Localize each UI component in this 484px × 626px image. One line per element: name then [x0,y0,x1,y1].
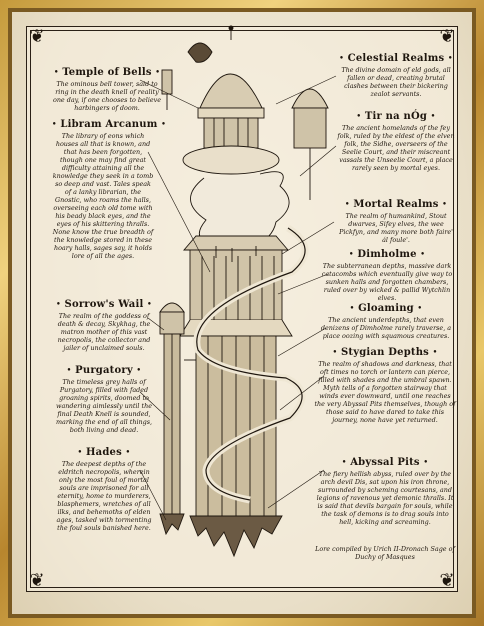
entry-abyssal-pits [314,456,456,526]
entry-title-text: Abyssal Pits [350,457,420,468]
bullet-icon: • [161,119,166,128]
bullet-icon: • [147,299,152,308]
bullet-icon: • [136,365,142,374]
entry-stygian-depths [314,346,456,424]
bullet-icon: • [423,457,429,466]
entry-title [318,248,456,261]
bullet-icon: • [66,365,72,374]
entry-title-text: Purgatory [75,365,133,376]
bullet-icon: • [430,111,436,120]
entry-text: The ancient homelands of the fey folk, ruled by the eldest of the elven folk, the Sidhe, overseers of the Seelie Court, and their miscreant vassals the Unseelie Court, a place rarely seen by mortal eyes. [337,124,455,172]
entry-sorrows-wail [52,298,156,352]
bullet-icon: • [332,347,338,356]
entry-title-text: Gloaming [358,303,414,314]
entry-title-text: Stygian Depths [340,347,430,358]
bullet-icon: • [155,67,161,76]
bullet-icon: • [52,119,57,128]
corner-flourish-bottom-right: ❦ [439,570,455,591]
entry-tir-na-nog [336,110,456,172]
entry-title-text: Temple of Bells [62,67,152,78]
bullet-icon: • [341,457,347,466]
bullet-icon: • [448,53,453,62]
entry-title [316,302,456,315]
entry-hades [52,446,156,532]
entry-text: The deepest depths of the eldritch necropolis, wherein only the most foul of mortal souls are imprisoned for all eternity, home to murderers, blasphemers, wretches of all ilks, and behemoths of elden ages, tasked with tormenting the foul souls banished here. [56,460,152,532]
entry-title [314,456,456,469]
bullet-icon: • [417,303,423,312]
entry-text: The realm of the goddess of death & decay, Skykhag, the matron mother of this vast necropolis, the collector and jailer of unclaimed souls. [57,312,151,352]
entry-title [336,52,456,65]
entry-text: The timeless grey halls of Purgatory, filled with faded groaning spirits, doomed to wandering aimlessly until the final Death Knell is sounded, marking the end of all things, both living and dead. [55,378,152,434]
corner-flourish-bottom-left: ❦ [29,570,45,591]
entry-text: The fiery hellish abyss, ruled over by the arch devil Dis, sat upon his iron throne, surrounded by scheming courtesans, and legions of ravenous yet demonic thralls. It is said that devils bargain for souls, while the task of demons is to drag souls into hell, kicking and screaming. [316,470,454,526]
entry-title [52,66,162,79]
corner-flourish-top-right: ❦ [439,26,455,47]
entry-librum-arcanum [52,118,166,260]
corner-flourish-top-left: ❦ [29,26,45,47]
entry-temple-of-bells [52,66,162,112]
entry-title-text: Celestial Realms [347,53,445,64]
entry-title [336,110,456,123]
bullet-icon: • [432,347,438,356]
entry-text: The ominous bell tower, said to ring in the death knell of reality one day, if one chooses to believe harbingers of doom. [52,80,162,112]
bullet-icon: • [339,53,344,62]
entry-text: The ancient underdepths, that even denizens of Dimholme rarely traverse, a place oozing with squamous creatures. [320,316,452,340]
entry-text: The library of eons which houses all that is known, and that has been forgotten, though one may find great difficulty attaining all the knowledge they seek in a tomb so deep and vast. Tales speak of a lanky librarian, the Gnostic, who roams the halls, overseeing each old tome with his beady black eyes, and the eyes of his skittering thralls. None know the true breadth of the knowledge stored in these hoary halls, sages say, it holds lore of all the ages. [52,132,154,260]
entry-text: The subterranean depths, massive dark catacombs which eventually give way to sunken halls and forgotten chambers, ruled over by wicked & pallid Wytchlin elves. [321,262,453,302]
entry-title [52,364,156,377]
entry-gloaming [316,302,456,340]
entry-title [314,346,456,359]
bullet-icon: • [420,249,426,258]
bullet-icon: • [53,67,59,76]
entry-mortal-realms [336,198,456,244]
entry-text: The realm of shadows and darkness, that oft times no torch or lantern can pierce, filled with shades and the umbral spawn. Myth tells of a forgotten stairway that winds ever downward, until one reaches the very Abyssal Pits themselves, though of those said to have dared to take this journey, none have yet returned. [314,360,456,424]
bullet-icon: • [345,199,350,208]
entry-title [52,298,156,311]
entry-title-text: Dimholme [357,249,417,260]
entry-title-text: Sorrow's Wail [64,299,144,310]
bullet-icon: • [77,447,83,456]
entry-title-text: Hades [86,447,122,458]
entry-title [52,118,166,131]
bullet-icon: • [442,199,447,208]
bullet-icon: • [349,303,355,312]
entry-title-text: Libram Arcanum [60,119,158,130]
entry-title [52,446,156,459]
entry-celestial-realms [336,52,456,98]
lore-credit [312,545,458,561]
bullet-icon: • [356,111,362,120]
entry-title-text: Tir na nÓg [364,111,428,122]
entry-purgatory [52,364,156,434]
bullet-icon: • [348,249,354,258]
entry-title [336,198,456,211]
credit-text: Lore compiled by Urich II-Dronach Sage of Duchy of Masques [315,545,455,561]
entry-dimholme [318,248,456,302]
bullet-icon: • [56,299,61,308]
bullet-icon: • [125,447,131,456]
entry-title-text: Mortal Realms [353,199,439,210]
entry-text: The realm of humankind, Stout dwarves, Sifey elves, the wee Pickfyn, and many more both faire' ál foule'. [339,212,453,244]
entry-text: The divine domain of eld gods, all fallen or dead, creating brutal clashes between their bickering zealot servants. [341,66,451,98]
